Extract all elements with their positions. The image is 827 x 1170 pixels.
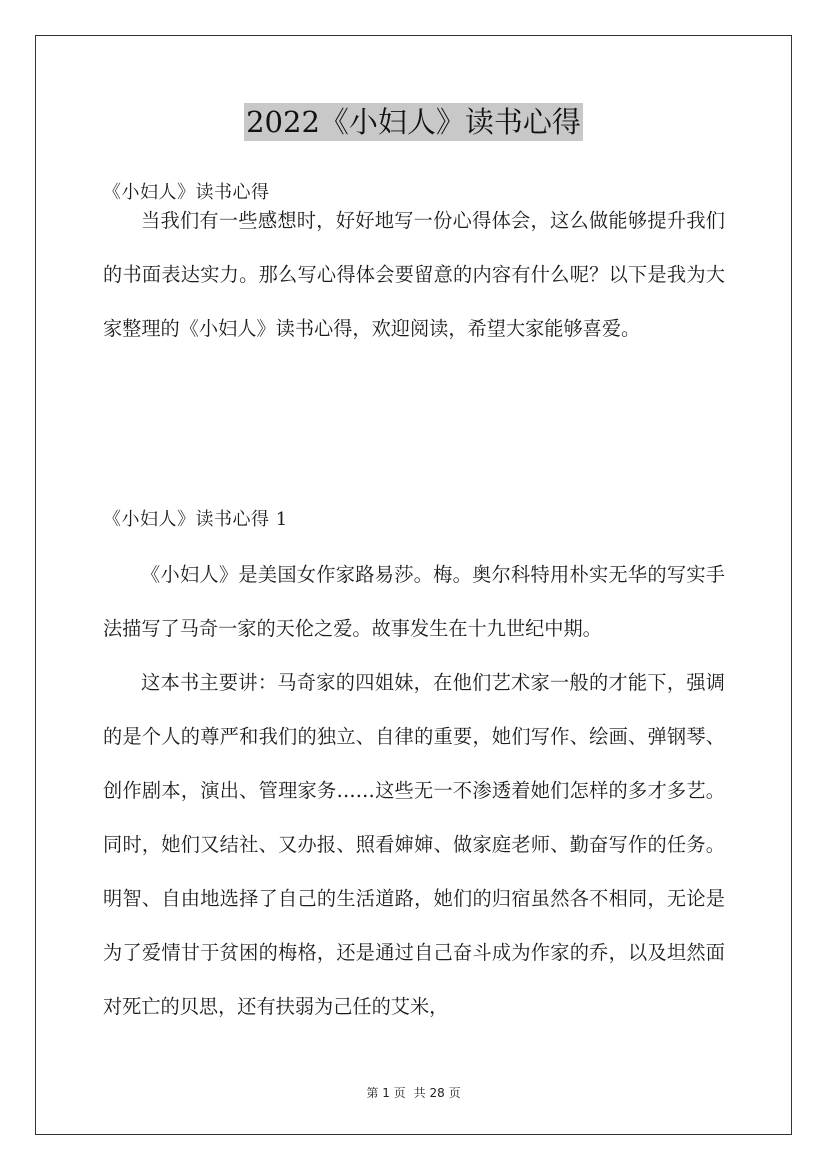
page-number: 第 1 页	[366, 1086, 406, 1100]
title-container	[0, 103, 827, 141]
body-paragraph-1: 《小妇人》是美国女作家路易莎。梅。奥尔科特用朴实无华的写实手法描写了马奇一家的天伦之爱。故事发生在十九世纪中期。	[103, 563, 725, 640]
page-total: 共 28 页	[413, 1086, 461, 1100]
body-paragraph-2: 这本书主要讲：马奇家的四姐妹，在他们艺术家一般的才能下，强调的是个人的尊严和我们的独立、自律的重要，她们写作、绘画、弹钢琴、创作剧本，演出、管理家务……这些无一不渗透着她们怎样的多才多艺。同时，她们又结社、又办报、照看婶婶、做家庭老师、勤奋写作的任务。明智、自由地选择了自己的生活道路，她们的归宿虽然各不相同，无论是为了爱情甘于贫困的梅格，还是通过自己奋斗成为作家的乔，以及坦然面对死亡的贝思，还有扶弱为己任的艾米，	[103, 671, 725, 1018]
page-footer	[0, 1085, 827, 1101]
document-title: 2022《小妇人》读书心得	[246, 105, 581, 139]
section-heading: 《小妇人》读书心得 1	[103, 509, 288, 530]
document-subtitle: 《小妇人》读书心得	[103, 182, 270, 203]
intro-paragraph: 当我们有一些感想时，好好地写一份心得体会，这么做能够提升我们的书面表达实力。那么写心得体会要留意的内容有什么呢？以下是我为大家整理的《小妇人》读书心得，欢迎阅读，希望大家能够喜爱。	[103, 209, 725, 340]
